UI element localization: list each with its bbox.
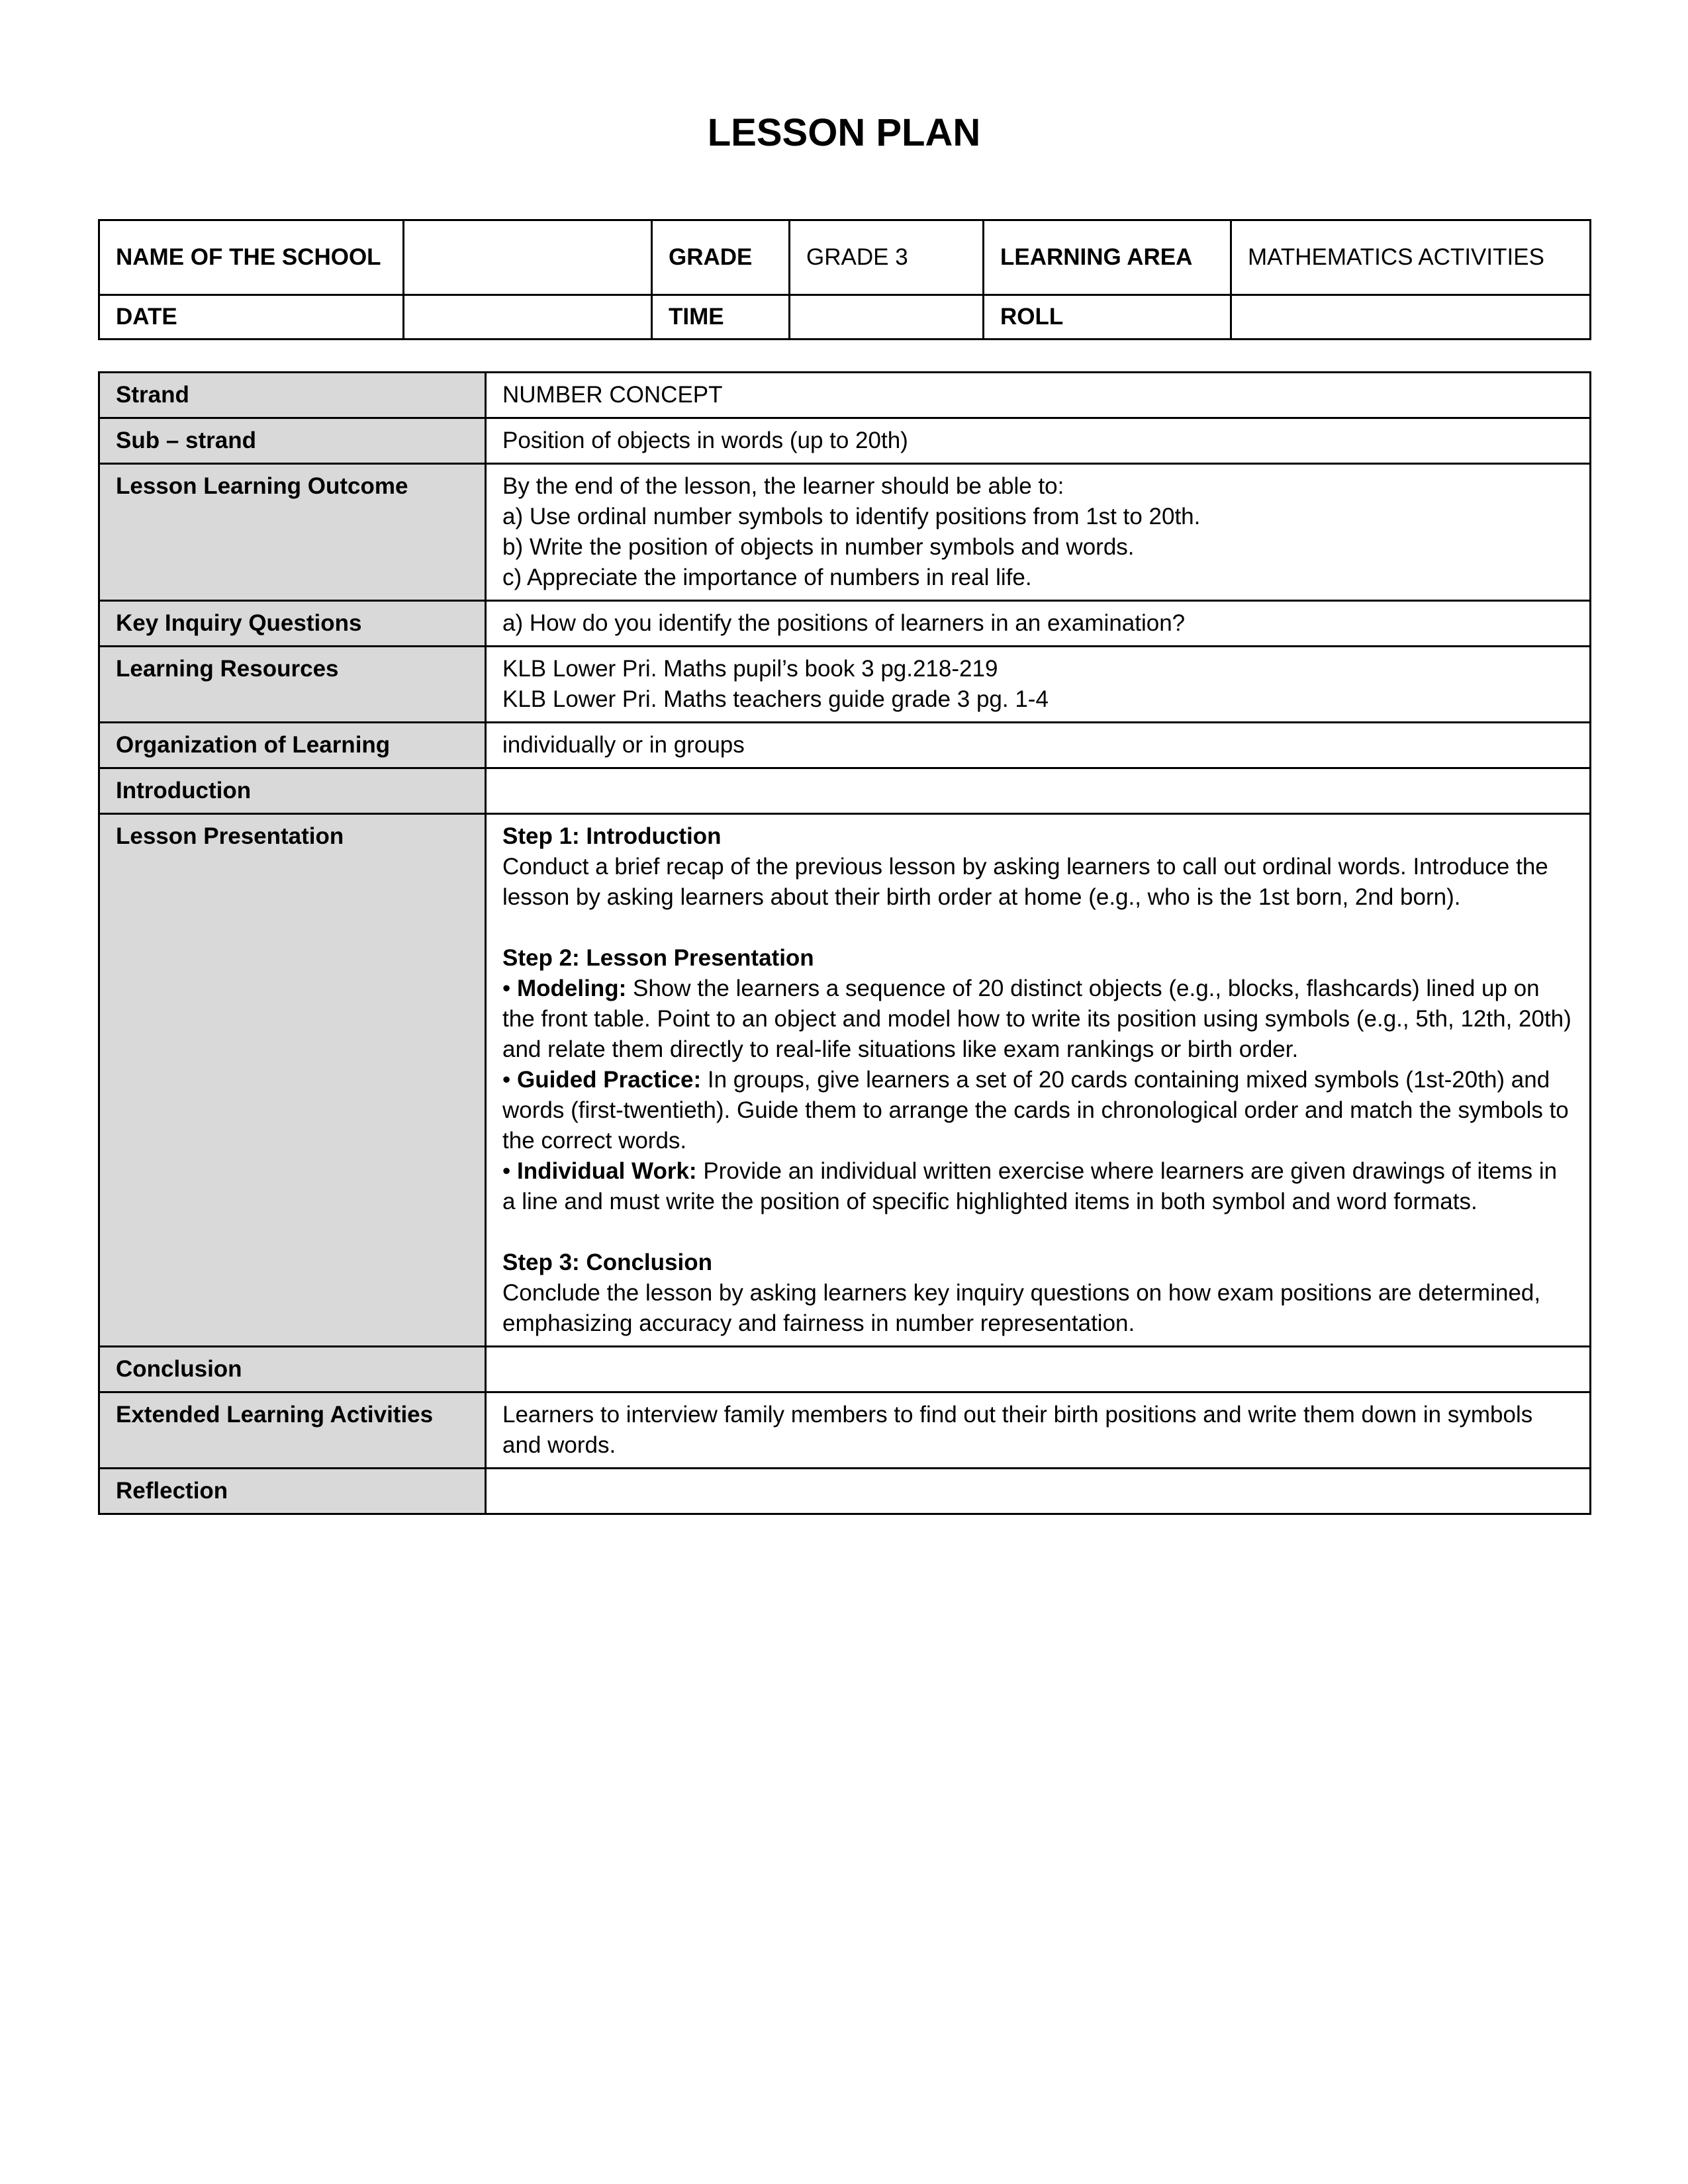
strand-value: NUMBER CONCEPT <box>486 373 1591 418</box>
learning-outcome-row <box>99 464 1591 601</box>
header-table <box>98 219 1591 340</box>
learning-resources-label: Learning Resources <box>99 647 486 723</box>
step-2-bullet-modeling: • Modeling: Show the learners a sequence of 20 distinct objects (e.g., blocks, flashcards) lined up on the front table. Point to an object and model how to write its position using symbols (e.g., 5th, 12th, 20th) and relate them directly to real-life situations like exam rankings or birth order. <box>502 976 1571 1062</box>
organization-row <box>99 723 1591 768</box>
roll-label: ROLL <box>984 295 1231 340</box>
reflection-label: Reflection <box>99 1469 486 1514</box>
lesson-presentation-row <box>99 814 1591 1347</box>
strand-row <box>99 373 1591 418</box>
school-name-value <box>404 220 652 295</box>
learning-outcome-label: Lesson Learning Outcome <box>99 464 486 601</box>
step-1-text: Conduct a brief recap of the previous lesson by asking learners to call out ordinal words. Introduce the lesson by asking learners about their birth order at home (e.g., who is the 1st born, 2nd born). <box>502 854 1548 910</box>
organization-value: individually or in groups <box>486 723 1591 768</box>
resource-teachers-guide: KLB Lower Pri. Maths teachers guide grade 3 pg. 1-4 <box>502 686 1049 712</box>
sub-strand-row <box>99 418 1591 464</box>
introduction-row <box>99 768 1591 814</box>
introduction-label: Introduction <box>99 768 486 814</box>
time-value <box>790 295 984 340</box>
step-3-title: Step 3: Conclusion <box>502 1250 712 1275</box>
step-spacer <box>502 1217 1575 1248</box>
learning-resources-row <box>99 647 1591 723</box>
learning-area-value: MATHEMATICS ACTIVITIES <box>1231 220 1591 295</box>
step-2-title: Step 2: Lesson Presentation <box>502 945 814 971</box>
inquiry-questions-label: Key Inquiry Questions <box>99 601 486 647</box>
inquiry-questions-value: a) How do you identify the positions of learners in an examination? <box>486 601 1591 647</box>
introduction-value <box>486 768 1591 814</box>
step-1-title: Step 1: Introduction <box>502 823 722 849</box>
reflection-value <box>486 1469 1591 1514</box>
grade-label: GRADE <box>652 220 790 295</box>
bullet-text: Provide an individual written exercise where learners are given drawings of items in a line and must write the position of specific highlighted items in both symbol and word formats. <box>502 1158 1558 1214</box>
bullet-label: Guided Practice: <box>516 1067 702 1093</box>
time-label: TIME <box>652 295 790 340</box>
learning-resources-content <box>486 647 1591 723</box>
page-title: LESSON PLAN <box>707 111 981 154</box>
bullet-text: In groups, give learners a set of 20 cards containing mixed symbols (1st-20th) and words (first-twentieth). Guide them to arrange the cards in chronological order and match the symbols to the correct words. <box>502 1067 1569 1154</box>
outcome-intro: By the end of the lesson, the learner should be able to: <box>502 473 1064 499</box>
step-3-text: Conclude the lesson by asking learners key inquiry questions on how exam positions are determined, emphasizing accuracy and fairness in number representation. <box>502 1280 1541 1336</box>
step-2-bullet-guided-practice: • Guided Practice: In groups, give learners a set of 20 cards containing mixed symbols (1st-20th) and words (first-twentieth). Guide them to arrange the cards in chronological order and match the symbols to the correct words. <box>502 1067 1569 1154</box>
strand-label: Strand <box>99 373 486 418</box>
roll-value <box>1231 295 1591 340</box>
school-name-label: NAME OF THE SCHOOL <box>99 220 404 295</box>
conclusion-label: Conclusion <box>99 1347 486 1392</box>
outcome-item-a: a) Use ordinal number symbols to identify positions from 1st to 20th. <box>502 504 1201 529</box>
bullet-text: Show the learners a sequence of 20 distinct objects (e.g., blocks, flashcards) lined up on the front table. Point to an object and model how to write its position using symbols (e.g., 5th, 12th, 20th) and relate them directly to real-life situations like exam rankings or birth order. <box>502 976 1571 1062</box>
header-row-1 <box>99 220 1591 295</box>
lesson-presentation-content <box>486 814 1591 1347</box>
grade-value: GRADE 3 <box>790 220 984 295</box>
learning-outcome-content <box>486 464 1591 601</box>
sub-strand-value: Position of objects in words (up to 20th) <box>486 418 1591 464</box>
conclusion-row <box>99 1347 1591 1392</box>
organization-label: Organization of Learning <box>99 723 486 768</box>
date-label: DATE <box>99 295 404 340</box>
conclusion-value <box>486 1347 1591 1392</box>
outcome-item-b: b) Write the position of objects in number symbols and words. <box>502 534 1135 560</box>
bullet-label: Individual Work: <box>516 1158 697 1184</box>
bullet-label: Modeling: <box>516 976 627 1001</box>
date-value <box>404 295 652 340</box>
step-2-bullet-individual-work: • Individual Work: Provide an individual written exercise where learners are given drawings of items in a line and must write the position of specific highlighted items in both symbol and word formats. <box>502 1158 1558 1214</box>
inquiry-questions-row <box>99 601 1591 647</box>
step-spacer <box>502 913 1575 943</box>
header-row-2 <box>99 295 1591 340</box>
lesson-details-table <box>98 371 1591 1515</box>
extended-activities-row <box>99 1392 1591 1469</box>
extended-activities-value: Learners to interview family members to find out their birth positions and write them down in symbols and words. <box>486 1392 1591 1469</box>
reflection-row <box>99 1469 1591 1514</box>
learning-area-label: LEARNING AREA <box>984 220 1231 295</box>
extended-activities-label: Extended Learning Activities <box>99 1392 486 1469</box>
resource-pupils-book: KLB Lower Pri. Maths pupil’s book 3 pg.218-219 <box>502 656 998 682</box>
outcome-item-c: c) Appreciate the importance of numbers in real life. <box>502 565 1032 590</box>
sub-strand-label: Sub – strand <box>99 418 486 464</box>
lesson-presentation-label: Lesson Presentation <box>99 814 486 1347</box>
